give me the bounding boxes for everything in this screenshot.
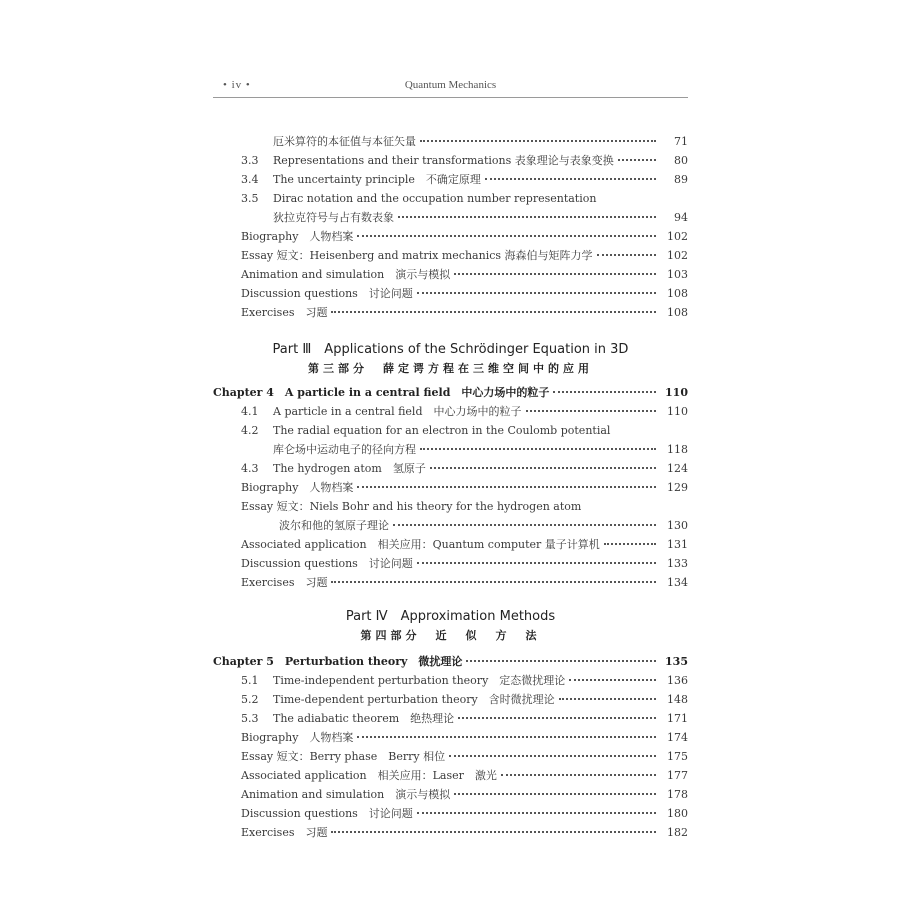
section-number: 5.3 bbox=[241, 712, 259, 725]
part-3-subtitle: 第三部分 薛定谔方程在三维空间中的应用 bbox=[308, 362, 593, 375]
leader-dots bbox=[618, 158, 656, 161]
leader-dots bbox=[604, 542, 656, 545]
entry-title: Chapter 4 A particle in a central field 中心力场中的粒子 bbox=[213, 386, 550, 399]
section-number: 3.4 bbox=[241, 173, 259, 186]
chapter-entry bbox=[213, 385, 688, 400]
page-ref: 171 bbox=[667, 712, 688, 725]
page-ref: 178 bbox=[667, 788, 688, 801]
leader-dots bbox=[454, 792, 656, 795]
page-ref: 134 bbox=[667, 576, 688, 589]
page-ref: 118 bbox=[667, 443, 688, 456]
toc-entry bbox=[213, 499, 688, 514]
section-number: 5.1 bbox=[241, 674, 259, 687]
toc-entry bbox=[213, 825, 688, 840]
entry-title: The hydrogen atom 氢原子 bbox=[273, 462, 426, 475]
page-ref: 148 bbox=[667, 693, 688, 706]
leader-dots bbox=[569, 678, 656, 681]
leader-dots bbox=[466, 659, 656, 662]
page-ref: 102 bbox=[667, 230, 688, 243]
leader-dots bbox=[501, 773, 656, 776]
toc-entry bbox=[213, 537, 688, 552]
toc-entry bbox=[213, 191, 688, 206]
leader-dots bbox=[458, 716, 656, 719]
toc-entry bbox=[213, 480, 688, 495]
entry-title: 波尔和他的氢原子理论 bbox=[279, 519, 389, 532]
leader-dots bbox=[331, 580, 656, 583]
toc-entry bbox=[213, 768, 688, 783]
toc-entry bbox=[213, 305, 688, 320]
toc-entry bbox=[213, 423, 688, 438]
entry-title: Essay 短文：Niels Bohr and his theory for the hydrogen atom bbox=[241, 500, 582, 513]
toc-entry bbox=[213, 692, 688, 707]
section-number: 3.5 bbox=[241, 192, 259, 205]
toc-entry bbox=[213, 172, 688, 187]
entry-title: The radial equation for an electron in the Coulomb potential bbox=[273, 424, 611, 437]
entry-title: Representations and their transformations 表象理论与表象变换 bbox=[273, 154, 614, 167]
toc-entry bbox=[213, 673, 688, 688]
entry-title: Associated application 相关应用：Laser 激光 bbox=[241, 769, 497, 782]
toc-entry bbox=[213, 267, 688, 282]
leader-dots bbox=[393, 523, 656, 526]
entry-title: Animation and simulation 演示与模拟 bbox=[241, 268, 451, 281]
page-ref: 130 bbox=[667, 519, 688, 532]
page-ref: 133 bbox=[667, 557, 688, 570]
page-ref: 94 bbox=[674, 211, 688, 224]
leader-dots bbox=[417, 291, 656, 294]
entry-title: The adiabatic theorem 绝热理论 bbox=[273, 712, 455, 725]
toc-entry bbox=[213, 806, 688, 821]
page-ref: 110 bbox=[667, 405, 688, 418]
entry-title: Exercises 习题 bbox=[241, 306, 328, 319]
entry-title: Biography 人物档案 bbox=[241, 230, 354, 243]
entry-title: Exercises 习题 bbox=[241, 826, 328, 839]
toc-entry bbox=[213, 404, 688, 419]
leader-dots bbox=[553, 390, 656, 393]
entry-title: Chapter 5 Perturbation theory 微扰理论 bbox=[213, 655, 463, 668]
leader-dots bbox=[597, 253, 656, 256]
leader-dots bbox=[485, 177, 656, 180]
entry-title: Biography 人物档案 bbox=[241, 731, 354, 744]
toc-entry bbox=[213, 575, 688, 590]
page-ref: 180 bbox=[667, 807, 688, 820]
toc-entry bbox=[213, 286, 688, 301]
page-ref: 174 bbox=[667, 731, 688, 744]
page-ref: 108 bbox=[667, 287, 688, 300]
entry-title: Discussion questions 讨论问题 bbox=[241, 287, 413, 300]
entry-title: A particle in a central field 中心力场中的粒子 bbox=[273, 405, 522, 418]
entry-title: Discussion questions 讨论问题 bbox=[241, 807, 413, 820]
entry-title: The uncertainty principle 不确定原理 bbox=[273, 173, 481, 186]
toc-entry bbox=[213, 461, 688, 476]
page-ref: 110 bbox=[665, 386, 688, 399]
section-number: 4.3 bbox=[241, 462, 259, 475]
entry-title: Time-dependent perturbation theory 含时微扰理论 bbox=[273, 693, 555, 706]
toc-entry bbox=[213, 248, 688, 263]
entry-title: Essay 短文：Heisenberg and matrix mechanics 海森伯与矩阵力学 bbox=[241, 249, 593, 262]
leader-dots bbox=[420, 139, 656, 142]
page-ref: 103 bbox=[667, 268, 688, 281]
running-title: Quantum Mechanics bbox=[404, 79, 497, 91]
page-ref: 89 bbox=[674, 173, 688, 186]
leader-dots bbox=[559, 697, 656, 700]
page-ref: 129 bbox=[667, 481, 688, 494]
leader-dots bbox=[417, 561, 656, 564]
page-ref: 124 bbox=[667, 462, 688, 475]
leader-dots bbox=[449, 754, 656, 757]
leader-dots bbox=[430, 466, 656, 469]
entry-title: Dirac notation and the occupation number representation bbox=[273, 192, 597, 205]
entry-title: Time-independent perturbation theory 定态微扰理论 bbox=[273, 674, 566, 687]
toc-entry bbox=[213, 730, 688, 745]
entry-title: Discussion questions 讨论问题 bbox=[241, 557, 413, 570]
part-4-subtitle: 第四部分 近 似 方 法 bbox=[360, 629, 541, 642]
page-ref: 108 bbox=[667, 306, 688, 319]
page-ref: 177 bbox=[667, 769, 688, 782]
leader-dots bbox=[331, 310, 656, 313]
entry-title: 厄米算符的本征值与本征矢量 bbox=[273, 135, 416, 148]
entry-title: 库仑场中运动电子的径向方程 bbox=[273, 443, 416, 456]
entry-title: Exercises 习题 bbox=[241, 576, 328, 589]
page-ref: 136 bbox=[667, 674, 688, 687]
part-3-title: Part Ⅲ Applications of the Schrödinger Equation in 3D bbox=[272, 342, 629, 357]
entry-title: Biography 人物档案 bbox=[241, 481, 354, 494]
leader-dots bbox=[398, 215, 656, 218]
toc-entry bbox=[213, 229, 688, 244]
page-ref: 135 bbox=[665, 655, 688, 668]
leader-dots bbox=[420, 447, 656, 450]
section-number: 4.1 bbox=[241, 405, 259, 418]
entry-title: Essay 短文：Berry phase Berry 相位 bbox=[241, 750, 446, 763]
entry-title: 狄拉克符号与占有数表象 bbox=[273, 211, 394, 224]
toc-entry bbox=[213, 711, 688, 726]
page-ref: 71 bbox=[674, 135, 688, 148]
leader-dots bbox=[417, 811, 656, 814]
leader-dots bbox=[357, 234, 656, 237]
page-ref: 175 bbox=[667, 750, 688, 763]
section-number: 5.2 bbox=[241, 693, 259, 706]
toc-entry bbox=[213, 518, 688, 533]
toc-page bbox=[213, 72, 688, 839]
entry-title: Animation and simulation 演示与模拟 bbox=[241, 788, 451, 801]
toc-entry bbox=[213, 210, 688, 225]
page-header bbox=[213, 72, 688, 98]
toc-entry bbox=[213, 787, 688, 802]
leader-dots bbox=[526, 409, 657, 412]
entry-title: Associated application 相关应用：Quantum computer 量子计算机 bbox=[241, 538, 600, 551]
part-4-title: Part Ⅳ Approximation Methods bbox=[345, 609, 556, 624]
toc-entry bbox=[213, 153, 688, 168]
leader-dots bbox=[454, 272, 656, 275]
page-ref: 131 bbox=[667, 538, 688, 551]
chapter-entry bbox=[213, 654, 688, 669]
page-number: • iv • bbox=[223, 79, 251, 91]
section-number: 3.3 bbox=[241, 154, 259, 167]
toc-entry bbox=[213, 442, 688, 457]
leader-dots bbox=[357, 735, 656, 738]
leader-dots bbox=[331, 830, 656, 833]
page-ref: 182 bbox=[667, 826, 688, 839]
toc-entry bbox=[213, 749, 688, 764]
leader-dots bbox=[357, 485, 656, 488]
page-ref: 80 bbox=[674, 154, 688, 167]
toc-entry bbox=[213, 556, 688, 571]
toc-entry bbox=[213, 134, 688, 149]
section-number: 4.2 bbox=[241, 424, 259, 437]
page-ref: 102 bbox=[667, 249, 688, 262]
